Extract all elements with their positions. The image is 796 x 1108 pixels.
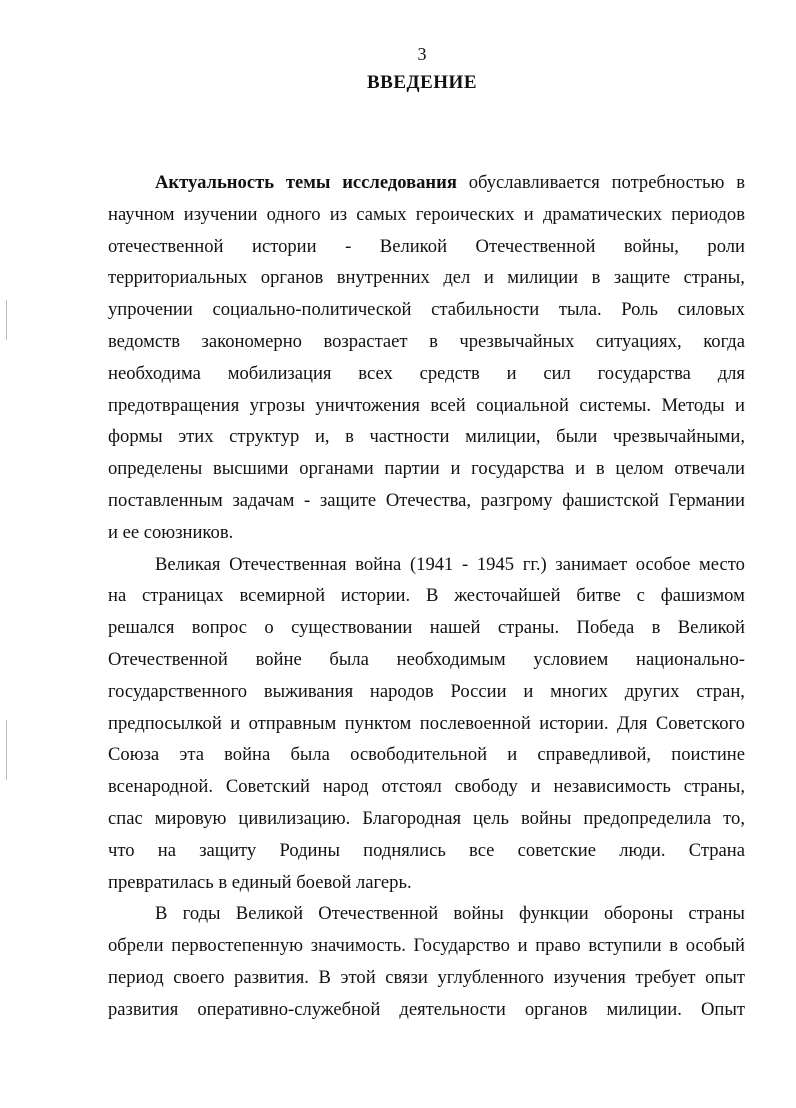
text-line <box>108 580 745 612</box>
word: особое <box>635 553 691 575</box>
text-line <box>108 962 745 994</box>
text-line <box>108 771 745 803</box>
word: роли <box>707 235 745 257</box>
text-line <box>108 676 745 708</box>
word: В <box>155 903 168 925</box>
word: была <box>290 744 330 766</box>
word: в <box>218 871 228 893</box>
word: жесточайшей <box>454 585 561 607</box>
word: вопрос <box>191 617 247 639</box>
word: свободу <box>454 776 518 798</box>
word: значимость. <box>310 935 406 957</box>
word: задачам <box>232 489 295 511</box>
word: были <box>556 426 598 448</box>
word: в <box>429 330 438 352</box>
word: социальной <box>476 394 569 416</box>
word: Отечества, <box>385 489 472 511</box>
word: справедливой, <box>537 744 652 766</box>
word: в <box>651 617 661 639</box>
text-line <box>108 485 745 517</box>
word: государства <box>471 458 565 480</box>
word: Великой <box>677 617 745 639</box>
word: Роль <box>621 299 658 321</box>
word: развития. <box>234 966 309 988</box>
word: была <box>329 648 369 670</box>
word: в <box>591 267 601 289</box>
word: выживания <box>263 680 354 702</box>
text-line <box>108 326 745 358</box>
word: предопределила <box>583 807 712 829</box>
word: защите <box>613 267 671 289</box>
word: гг.) <box>522 553 547 575</box>
word: освободительной <box>350 744 488 766</box>
word: боевой <box>296 871 352 893</box>
word: героических <box>415 203 515 225</box>
word: из <box>329 203 348 225</box>
word: Великой <box>235 903 304 925</box>
text-line <box>108 549 745 581</box>
word: и <box>450 458 461 480</box>
word: Для <box>616 712 648 734</box>
word: превратилась <box>108 871 214 893</box>
word: и, <box>314 426 330 448</box>
word: право <box>535 935 581 957</box>
word: Страна <box>688 839 745 861</box>
word: поднялись <box>363 839 446 861</box>
text-line <box>108 803 745 835</box>
word: драматических <box>542 203 663 225</box>
word: обрели <box>108 935 164 957</box>
word: функции <box>519 903 589 925</box>
word: требует <box>635 966 696 988</box>
text-line <box>108 421 745 453</box>
word: обуславливается <box>468 172 600 193</box>
word: войне <box>255 648 302 670</box>
word: деятельности <box>399 998 506 1020</box>
word: тыла. <box>558 299 602 321</box>
word: первостепенную <box>171 935 304 957</box>
word: отечественной <box>108 235 224 257</box>
word: мобилизация <box>227 362 332 384</box>
word: опыт <box>705 966 745 988</box>
word: уничтожения <box>315 394 420 416</box>
word: В <box>318 966 331 988</box>
word: необходимым <box>396 648 506 670</box>
word: в <box>345 426 354 448</box>
word: органами <box>299 458 374 480</box>
word: чрезвычайными, <box>612 426 745 448</box>
word: страны, <box>683 776 745 798</box>
word: отправным <box>248 712 337 734</box>
text-line <box>108 898 745 930</box>
word: и <box>523 203 534 225</box>
word: высшими <box>213 458 289 480</box>
word: и <box>575 458 586 480</box>
word: Методы <box>661 394 725 416</box>
word: многих <box>550 680 608 702</box>
word: люди. <box>619 839 666 861</box>
word: что <box>108 839 135 861</box>
word: фашистской <box>562 489 659 511</box>
bold-lead-word: Актуальность <box>155 172 275 193</box>
text-line <box>108 930 745 962</box>
word: Союза <box>108 744 160 766</box>
word: предпосылкой <box>108 712 222 734</box>
word: Государство <box>413 935 510 957</box>
word: органов <box>524 998 588 1020</box>
word: структур <box>229 426 300 448</box>
word: и <box>230 712 241 734</box>
word: войны, <box>623 235 679 257</box>
word: силовых <box>677 299 745 321</box>
word: единый <box>231 871 292 893</box>
word: послевоенной <box>419 712 531 734</box>
word: ведомств <box>108 330 181 352</box>
word: спас <box>108 807 143 829</box>
word: 1945 <box>476 553 515 575</box>
text-line <box>108 262 745 294</box>
word: то, <box>723 807 745 829</box>
word: оперативно-служебной <box>197 998 381 1020</box>
word: на <box>108 585 127 607</box>
word: вступили <box>588 935 662 957</box>
word: потребностью <box>611 172 725 193</box>
word: социально-политической <box>212 299 412 321</box>
word: ситуациях, <box>595 330 682 352</box>
word: углубленного <box>437 966 544 988</box>
word: других <box>624 680 680 702</box>
word: лагерь. <box>356 871 412 893</box>
word: Отечественной <box>475 235 596 257</box>
text-line <box>108 453 745 485</box>
word: развития <box>108 998 179 1020</box>
word: сил <box>543 362 571 384</box>
word: Великая <box>155 553 221 575</box>
word: Германии <box>668 489 745 511</box>
word: всей <box>430 394 466 416</box>
word: войны <box>521 807 572 829</box>
word: и <box>506 362 517 384</box>
word: народ <box>322 776 369 798</box>
text-line <box>108 835 745 867</box>
word: независимость <box>553 776 671 798</box>
word: о <box>264 617 274 639</box>
word: союзников. <box>143 521 234 543</box>
word: и <box>108 521 118 543</box>
word: решался <box>108 617 175 639</box>
word: этой <box>340 966 376 988</box>
word: битве <box>576 585 621 607</box>
word: период <box>108 966 164 988</box>
word: национально- <box>636 648 745 670</box>
word: Советского <box>655 712 745 734</box>
word: и <box>517 935 528 957</box>
word: милиции. <box>606 998 682 1020</box>
text-line <box>108 644 745 676</box>
word: отстоял <box>381 776 442 798</box>
word: целом <box>615 458 664 480</box>
word: Отечественной <box>318 903 439 925</box>
word: годы <box>182 903 221 925</box>
text-line <box>108 708 745 740</box>
word: и <box>530 776 541 798</box>
word: дел <box>443 267 471 289</box>
word: война <box>224 744 271 766</box>
word: изучении <box>183 203 258 225</box>
word: в <box>736 172 745 193</box>
word: пунктом <box>344 712 412 734</box>
text-line <box>108 358 745 390</box>
word: советские <box>517 839 596 861</box>
word: необходима <box>108 362 201 384</box>
word: условием <box>533 648 609 670</box>
word: фашизмом <box>660 585 745 607</box>
word: и <box>735 394 745 416</box>
word: истории. <box>539 712 609 734</box>
word: формы <box>108 426 163 448</box>
word: и <box>523 680 534 702</box>
word: место <box>699 553 745 575</box>
word: определены <box>108 458 203 480</box>
word: цель <box>473 807 510 829</box>
text-line <box>108 517 745 549</box>
word: существовании <box>291 617 413 639</box>
word: предотвращения <box>108 394 240 416</box>
word: В <box>425 585 439 607</box>
section-title: ВВЕДЕНИЕ <box>367 72 477 93</box>
word: всех <box>358 362 393 384</box>
word: своего <box>173 966 225 988</box>
word: Отечественная <box>229 553 347 575</box>
word: партии <box>384 458 440 480</box>
word: - <box>462 553 469 575</box>
word: Отечественной <box>108 648 228 670</box>
word: и <box>507 744 518 766</box>
word: страны, <box>683 267 745 289</box>
word: изучения <box>553 966 626 988</box>
word: чрезвычайных <box>459 330 575 352</box>
word: периодов <box>671 203 745 225</box>
word: стабильности <box>431 299 540 321</box>
word: стран, <box>696 680 745 702</box>
word: нашей <box>429 617 481 639</box>
text-line <box>108 867 745 899</box>
word: с <box>636 585 645 607</box>
word: милиции <box>507 267 579 289</box>
word: обороны <box>603 903 674 925</box>
word: милиции, <box>465 426 541 448</box>
word: страны. <box>497 617 560 639</box>
word: внутренних <box>336 267 430 289</box>
word: защиту <box>199 839 257 861</box>
text-line <box>108 294 745 326</box>
word: закономерно <box>201 330 302 352</box>
word: страницах <box>142 585 224 607</box>
text-line <box>108 612 745 644</box>
word: в <box>595 458 605 480</box>
word: возрастает <box>323 330 408 352</box>
word: эта <box>179 744 204 766</box>
word: государства <box>597 362 691 384</box>
word: органов <box>260 267 324 289</box>
word: (1941 <box>409 553 454 575</box>
word: страны <box>688 903 745 925</box>
word: средств <box>419 362 480 384</box>
word: ее <box>122 521 140 543</box>
word: - <box>345 235 352 257</box>
word: государственного <box>108 680 248 702</box>
word: Победа <box>576 617 635 639</box>
page-number: 3 <box>417 44 427 64</box>
word: Великой <box>379 235 448 257</box>
word: поистине <box>671 744 745 766</box>
word: территориальных <box>108 267 248 289</box>
text-line <box>108 994 745 1026</box>
word: истории. <box>340 585 411 607</box>
word: одного <box>266 203 321 225</box>
word: Родины <box>279 839 340 861</box>
word: мировую <box>154 807 227 829</box>
text-line <box>108 199 745 231</box>
word: всемирной <box>239 585 326 607</box>
word: самых <box>356 203 407 225</box>
word: защите <box>319 489 377 511</box>
word: и <box>483 267 494 289</box>
word: всенародной. <box>108 776 213 798</box>
word: - <box>304 489 311 511</box>
document-body <box>108 167 745 1026</box>
word: войны <box>453 903 504 925</box>
word: частности <box>369 426 450 448</box>
word: системы. <box>579 394 652 416</box>
word: занимает <box>555 553 628 575</box>
word: упрочении <box>108 299 193 321</box>
word: особый <box>685 935 745 957</box>
word: в <box>669 935 679 957</box>
word: цивилизацию. <box>238 807 351 829</box>
word: научном <box>108 203 175 225</box>
word: истории <box>252 235 317 257</box>
text-line <box>108 739 745 771</box>
word: Благородная <box>362 807 462 829</box>
text-line <box>108 167 745 199</box>
word: война <box>355 553 402 575</box>
word: отвечали <box>674 458 745 480</box>
word: народов <box>369 680 434 702</box>
word: этих <box>178 426 214 448</box>
scan-margin-mark <box>6 300 7 340</box>
word: Советский <box>225 776 311 798</box>
word: поставленным <box>108 489 223 511</box>
word: связи <box>385 966 428 988</box>
bold-lead-word: исследования <box>342 172 457 193</box>
word: разгрому <box>480 489 553 511</box>
word: для <box>717 362 745 384</box>
word: все <box>469 839 495 861</box>
word: России <box>450 680 507 702</box>
text-line <box>108 231 745 263</box>
bold-lead-word: темы <box>285 172 331 193</box>
word: Опыт <box>700 998 745 1020</box>
word: когда <box>703 330 745 352</box>
word: угрозы <box>249 394 305 416</box>
word: на <box>157 839 176 861</box>
scan-margin-mark <box>6 720 7 780</box>
text-line <box>108 390 745 422</box>
